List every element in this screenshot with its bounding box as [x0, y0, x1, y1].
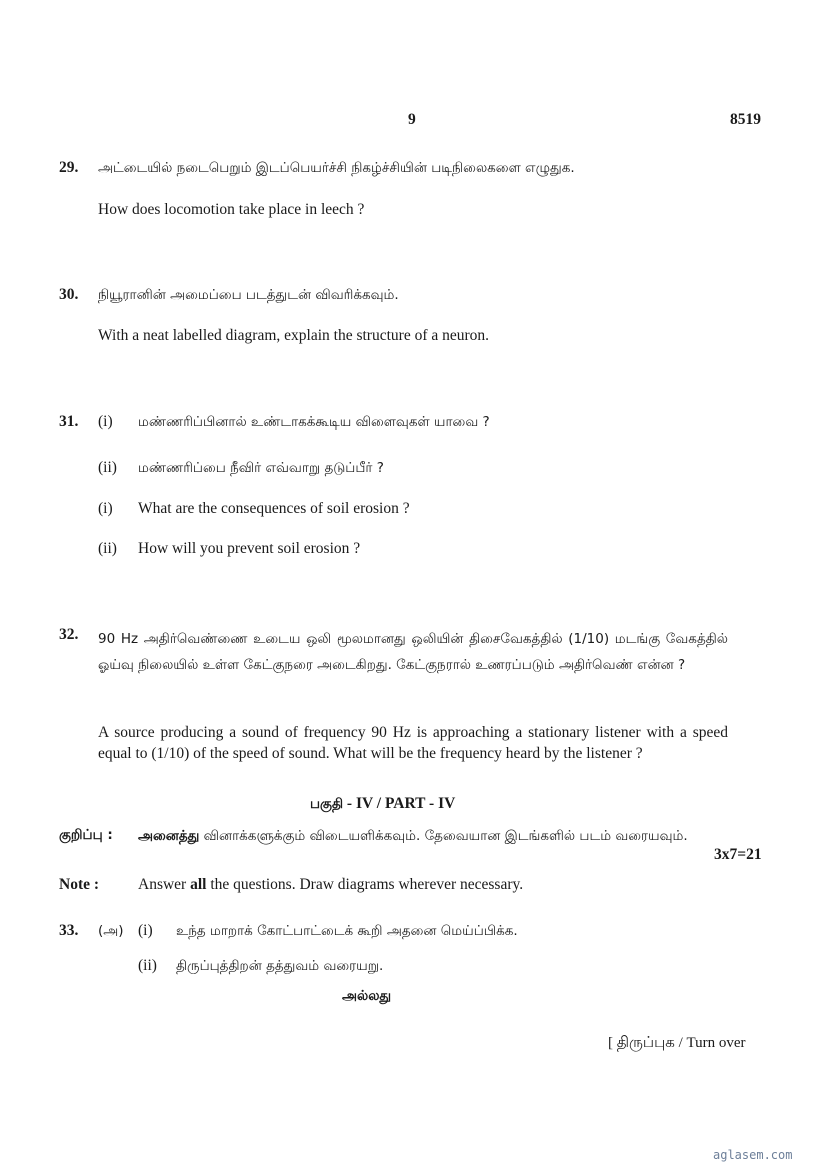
- or-separator: அல்லது: [342, 988, 392, 1004]
- note-english-post: the questions. Draw diagrams wherever necessary.: [206, 876, 524, 893]
- page-number: 9: [408, 111, 416, 128]
- question-english-text: With a neat labelled diagram, explain the structure of a neuron.: [98, 327, 490, 344]
- part-heading-tamil: பகுதி: [310, 796, 344, 812]
- watermark: aglasem.com: [713, 1148, 793, 1162]
- sub-question-text: மண்ணரிப்பினால் உண்டாகக்கூடிய விளைவுகள் யாவை ?: [138, 414, 490, 430]
- note-tamil-body: வினாக்களுக்கும் விடையளிக்கவும். தேவையான இடங்களில் படம் வரையவும்.: [199, 828, 688, 844]
- sub-question-label: (i): [138, 922, 153, 939]
- note-tamil-label: குறிப்பு :: [59, 827, 113, 843]
- question-english-text: How does locomotion take place in leech ?: [98, 201, 365, 218]
- sub-question-label: (i): [98, 500, 113, 517]
- marks: 3x7=21: [714, 846, 762, 863]
- note-tamil-bold: அனைத்து: [138, 828, 200, 844]
- part-heading: [310, 795, 455, 814]
- sub-question-text: திருப்புத்திறன் தத்துவம் வரையறு.: [176, 958, 384, 974]
- turn-over-text: [ திருப்புக / Turn over: [608, 1035, 746, 1051]
- note-english-text: [138, 876, 523, 894]
- sub-question-label: (ii): [98, 459, 117, 476]
- sub-question-text: மண்ணரிப்பை நீவிர் எவ்வாறு தடுப்பீர் ?: [138, 460, 384, 476]
- question-number: 33.: [59, 922, 79, 939]
- question-tamil-text: அட்டையில் நடைபெறும் இடப்பெயர்ச்சி நிகழ்ச்சியின் படிநிலைகளை எழுதுக.: [98, 160, 575, 176]
- turn-over: [608, 1034, 746, 1053]
- question-tamil-text: 90 Hz அதிர்வெண்ணை உடைய ஒலி மூலமானது ஒலியின் திசைவேகத்தில் (1/10) மடங்கு வேகத்தில் ஓய்வு நிலையில் உள்ள கேட்குநரை அடைகிறது. கேட்குநரால் உணரப்படும் அதிர்வெண் என்ன ?: [98, 631, 728, 673]
- sub-question-label: (ii): [138, 957, 157, 974]
- question-number: 31.: [59, 413, 79, 430]
- paper-code: 8519: [730, 111, 761, 128]
- sub-question-text: உந்த மாறாக் கோட்பாட்டைக் கூறி அதனை மெய்ப்பிக்க.: [176, 923, 518, 939]
- sub-question-text: How will you prevent soil erosion ?: [138, 540, 361, 557]
- sub-question-text: What are the consequences of soil erosion ?: [138, 500, 410, 517]
- note-english-label: Note :: [59, 876, 100, 893]
- question-number: 32.: [59, 626, 79, 643]
- question-number: 29.: [59, 159, 79, 176]
- note-tamil-text: [138, 824, 728, 848]
- note-english-pre: Answer: [138, 876, 191, 893]
- sub-question-label: (i): [98, 413, 113, 430]
- question-english-text: A source producing a sound of frequency 90 Hz is approaching a stationary listener with a speed equal to (1/10) of the speed of sound. What will be the frequency heard by the listener ?: [98, 724, 728, 762]
- option-label: (அ): [98, 923, 124, 939]
- part-heading-english: - IV / PART - IV: [343, 795, 456, 812]
- question-number: 30.: [59, 286, 79, 303]
- sub-question-label: (ii): [98, 540, 117, 557]
- note-english-bold: all: [190, 876, 207, 893]
- question-tamil-text: நியூரானின் அமைப்பை படத்துடன் விவரிக்கவும்.: [98, 287, 399, 303]
